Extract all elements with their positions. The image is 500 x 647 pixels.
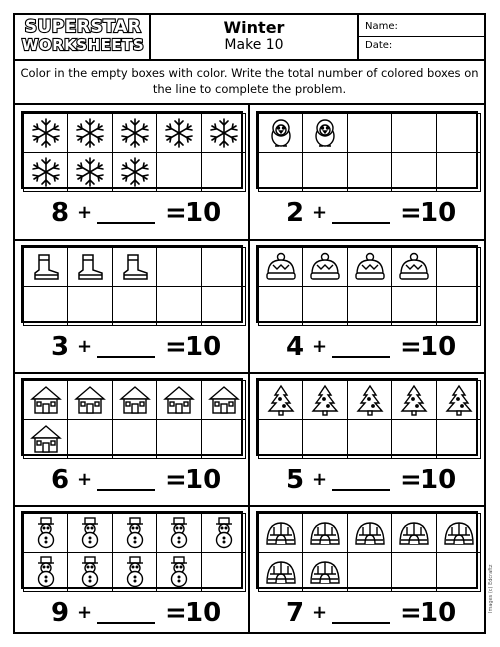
worksheet [13, 13, 494, 634]
igloo-icon [309, 517, 341, 549]
equation [51, 465, 251, 497]
name-date-box [359, 15, 484, 59]
empty-box[interactable] [391, 152, 436, 192]
snowflake-icon [163, 117, 195, 149]
empty-box[interactable] [391, 552, 436, 592]
plus-sign: + [312, 602, 328, 623]
igloo-icon [309, 556, 341, 588]
tree-icon [265, 384, 297, 416]
snowman-icon [30, 517, 62, 549]
row-divider [15, 505, 484, 507]
filled-box [347, 247, 392, 287]
snowman-icon [119, 556, 151, 588]
empty-box[interactable] [436, 552, 481, 592]
empty-box[interactable] [201, 552, 246, 592]
filled-box [302, 552, 347, 592]
ten-frame [21, 245, 243, 323]
tree-icon [443, 384, 475, 416]
equals-sign: = [400, 465, 422, 495]
snowflake-icon [119, 117, 151, 149]
penguin-icon [265, 117, 297, 149]
total-number: 10 [420, 465, 457, 495]
given-number: 8 [51, 198, 70, 228]
total-number: 10 [420, 598, 457, 628]
empty-box[interactable] [347, 286, 392, 326]
equation [286, 465, 486, 497]
plus-sign: + [312, 202, 328, 223]
empty-box[interactable] [156, 247, 201, 287]
filled-box [67, 152, 112, 192]
filled-box [201, 513, 246, 553]
answer-blank[interactable] [97, 356, 155, 358]
snowman-icon [208, 517, 240, 549]
credit: Images (c) Edcraftz [488, 564, 494, 613]
plus-sign: + [77, 469, 93, 490]
penguin-icon [309, 117, 341, 149]
snowflake-icon [30, 117, 62, 149]
filled-box [391, 380, 436, 420]
ten-frame [21, 511, 243, 589]
empty-box[interactable] [258, 419, 303, 459]
filled-box [23, 113, 68, 153]
empty-box[interactable] [347, 113, 392, 153]
equals-sign: = [165, 332, 187, 362]
boot-icon [30, 251, 62, 283]
empty-box[interactable] [201, 152, 246, 192]
filled-box [201, 113, 246, 153]
igloo-icon [443, 517, 475, 549]
total-number: 10 [185, 598, 222, 628]
filled-box [302, 113, 347, 153]
igloo-icon [354, 517, 386, 549]
house-icon [30, 423, 62, 455]
filled-box [302, 247, 347, 287]
filled-box [67, 513, 112, 553]
filled-box [347, 380, 392, 420]
empty-box[interactable] [347, 552, 392, 592]
winter-hat-icon [309, 251, 341, 283]
empty-box[interactable] [302, 286, 347, 326]
answer-blank[interactable] [332, 356, 390, 358]
filled-box [23, 247, 68, 287]
given-number: 2 [286, 198, 305, 228]
filled-box [258, 380, 303, 420]
plus-sign: + [77, 202, 93, 223]
filled-box [23, 380, 68, 420]
page-subtitle: Make 10 [224, 37, 284, 53]
answer-blank[interactable] [97, 489, 155, 491]
logo [15, 15, 151, 59]
plus-sign: + [312, 469, 328, 490]
page-title: Winter [223, 18, 285, 37]
equation [51, 198, 251, 230]
winter-hat-icon [354, 251, 386, 283]
empty-box[interactable] [436, 286, 481, 326]
empty-box[interactable] [391, 419, 436, 459]
filled-box [112, 113, 157, 153]
house-icon [163, 384, 195, 416]
filled-box [67, 113, 112, 153]
given-number: 9 [51, 598, 70, 628]
empty-box[interactable] [302, 419, 347, 459]
filled-box [258, 513, 303, 553]
winter-hat-icon [398, 251, 430, 283]
tree-icon [354, 384, 386, 416]
ten-frame [256, 245, 478, 323]
equals-sign: = [400, 198, 422, 228]
column-divider [248, 105, 250, 632]
answer-blank[interactable] [97, 222, 155, 224]
title-box [151, 15, 359, 59]
empty-box[interactable] [201, 286, 246, 326]
ten-frame [256, 378, 478, 456]
filled-box [156, 513, 201, 553]
snowflake-icon [74, 156, 106, 188]
snowman-icon [163, 556, 195, 588]
divider [359, 36, 484, 37]
answer-blank[interactable] [332, 622, 390, 624]
tree-icon [398, 384, 430, 416]
filled-box [112, 247, 157, 287]
filled-box [67, 247, 112, 287]
filled-box [391, 513, 436, 553]
equation [286, 598, 486, 630]
answer-blank[interactable] [97, 622, 155, 624]
date-field[interactable]: Date: [365, 40, 393, 51]
equation [51, 598, 251, 630]
empty-box[interactable] [347, 419, 392, 459]
snowman-icon [163, 517, 195, 549]
empty-box[interactable] [112, 419, 157, 459]
instructions: Color in the empty boxes with color. Write the total number of colored boxes on the line to complete the problem. [15, 61, 484, 105]
empty-box[interactable] [112, 286, 157, 326]
empty-box[interactable] [391, 113, 436, 153]
empty-box[interactable] [23, 286, 68, 326]
equation [286, 332, 486, 364]
boot-icon [119, 251, 151, 283]
filled-box [112, 513, 157, 553]
answer-blank[interactable] [332, 489, 390, 491]
empty-box[interactable] [201, 247, 246, 287]
total-number: 10 [420, 198, 457, 228]
filled-box [67, 380, 112, 420]
ten-frame [256, 111, 478, 189]
total-number: 10 [185, 332, 222, 362]
total-number: 10 [185, 198, 222, 228]
snowflake-icon [119, 156, 151, 188]
ten-frame [21, 378, 243, 456]
equals-sign: = [400, 332, 422, 362]
filled-box [302, 513, 347, 553]
empty-box[interactable] [436, 419, 481, 459]
filled-box [436, 513, 481, 553]
equals-sign: = [400, 598, 422, 628]
row-divider [15, 372, 484, 374]
igloo-icon [265, 517, 297, 549]
filled-box [112, 152, 157, 192]
empty-box[interactable] [436, 152, 481, 192]
empty-box[interactable] [67, 419, 112, 459]
total-number: 10 [420, 332, 457, 362]
header [15, 15, 484, 61]
empty-box[interactable] [258, 286, 303, 326]
filled-box [391, 247, 436, 287]
filled-box [23, 552, 68, 592]
empty-box[interactable] [436, 247, 481, 287]
snowman-icon [119, 517, 151, 549]
plus-sign: + [77, 336, 93, 357]
answer-blank[interactable] [332, 222, 390, 224]
snowflake-icon [74, 117, 106, 149]
row-divider [15, 239, 484, 241]
filled-box [302, 380, 347, 420]
filled-box [23, 513, 68, 553]
empty-box[interactable] [258, 152, 303, 192]
winter-hat-icon [265, 251, 297, 283]
logo-line1: SUPERSTAR [24, 17, 142, 37]
empty-box[interactable] [156, 152, 201, 192]
equals-sign: = [165, 465, 187, 495]
filled-box [436, 380, 481, 420]
filled-box [347, 513, 392, 553]
house-icon [208, 384, 240, 416]
filled-box [67, 552, 112, 592]
snowflake-icon [208, 117, 240, 149]
given-number: 4 [286, 332, 305, 362]
plus-sign: + [77, 602, 93, 623]
empty-box[interactable] [391, 286, 436, 326]
empty-box[interactable] [156, 286, 201, 326]
snowflake-icon [30, 156, 62, 188]
filled-box [156, 113, 201, 153]
total-number: 10 [185, 465, 222, 495]
equation [51, 332, 251, 364]
snowman-icon [74, 556, 106, 588]
ten-frame [256, 511, 478, 589]
filled-box [156, 552, 201, 592]
house-icon [74, 384, 106, 416]
house-icon [30, 384, 62, 416]
given-number: 5 [286, 465, 305, 495]
snowman-icon [30, 556, 62, 588]
empty-box[interactable] [302, 152, 347, 192]
given-number: 3 [51, 332, 70, 362]
name-field[interactable]: Name: [365, 21, 398, 32]
filled-box [258, 552, 303, 592]
filled-box [258, 113, 303, 153]
empty-box[interactable] [67, 286, 112, 326]
filled-box [112, 380, 157, 420]
filled-box [112, 552, 157, 592]
filled-box [23, 152, 68, 192]
filled-box [156, 380, 201, 420]
ten-frame [21, 111, 243, 189]
igloo-icon [265, 556, 297, 588]
filled-box [23, 419, 68, 459]
plus-sign: + [312, 336, 328, 357]
logo-line2: WORKSHEETS [21, 36, 145, 54]
igloo-icon [398, 517, 430, 549]
empty-box[interactable] [156, 419, 201, 459]
tree-icon [309, 384, 341, 416]
boot-icon [74, 251, 106, 283]
filled-box [201, 380, 246, 420]
empty-box[interactable] [436, 113, 481, 153]
house-icon [119, 384, 151, 416]
empty-box[interactable] [201, 419, 246, 459]
equals-sign: = [165, 198, 187, 228]
given-number: 6 [51, 465, 70, 495]
filled-box [258, 247, 303, 287]
snowman-icon [74, 517, 106, 549]
empty-box[interactable] [347, 152, 392, 192]
equation [286, 198, 486, 230]
equals-sign: = [165, 598, 187, 628]
given-number: 7 [286, 598, 305, 628]
